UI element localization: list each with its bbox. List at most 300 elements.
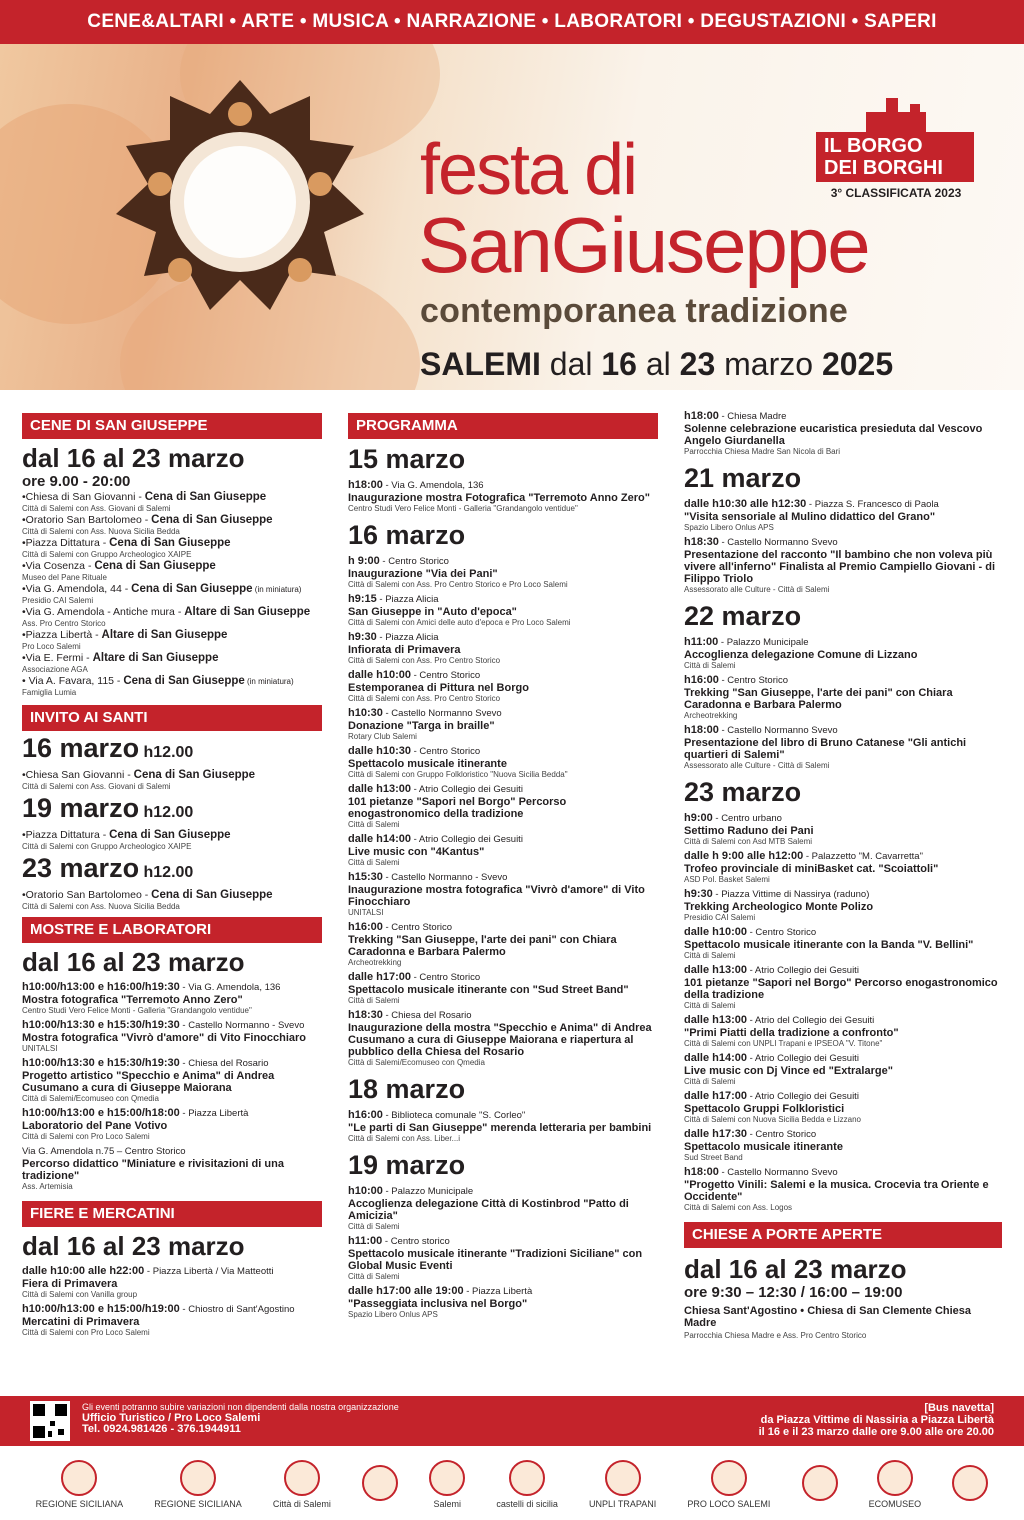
sponsor-logo <box>802 1465 838 1504</box>
event-place: - Centro storico <box>382 1236 450 1247</box>
cene-name: Cena di San Giuseppe <box>94 560 216 572</box>
program-day: 21 marzo <box>684 463 802 493</box>
event-when <box>22 1303 322 1316</box>
column-left <box>22 405 322 1337</box>
section-invito-header: INVITO AI SANTI <box>22 705 322 731</box>
invito-sub: Città di Salemi con Ass. Giovani di Salemi <box>22 782 171 791</box>
cene-item <box>22 675 322 697</box>
event-place: - Piazza Libertà <box>463 1286 533 1297</box>
cene-place: • Via A. Favara, 115 - <box>22 675 124 687</box>
event-sub: Sud Street Band <box>684 1153 743 1162</box>
event-place: - Atrio Collegio dei Gesuiti <box>746 965 859 976</box>
event-place: - Castello Normanno Svevo <box>718 537 838 548</box>
event-title: Spettacolo Gruppi Folkloristici <box>684 1103 845 1115</box>
event <box>22 1145 322 1191</box>
event-when <box>348 971 658 984</box>
event-time: h18:30 <box>348 1009 383 1021</box>
ornament-icon <box>110 74 370 334</box>
invito-time: h12.00 <box>139 744 194 761</box>
city-crest-icon <box>284 1460 320 1496</box>
region-crest-icon <box>180 1460 216 1496</box>
column-middle <box>348 405 658 1319</box>
event-when <box>684 1052 1002 1065</box>
sponsor-logo <box>952 1465 988 1504</box>
event-title: "Progetto Vinili: Salemi e la musica. Crocevia tra Oriente e Occidente" <box>684 1179 989 1203</box>
event-when <box>684 1166 1002 1179</box>
event-sub: Città di Salemi <box>348 1272 400 1281</box>
event-title: Live music con Dj Vince ed "Extralarge" <box>684 1065 893 1077</box>
event-title: Mostra fotografica "Vivrò d'amore" di Vito Finocchiaro <box>22 1032 307 1044</box>
event-place: - Palazzo Municipale <box>382 1186 474 1197</box>
invito-item <box>22 889 322 911</box>
event-sub: Città di Salemi <box>348 996 400 1005</box>
salemi-logo-icon <box>429 1460 465 1496</box>
event-place: - Atrio Collegio dei Gesuiti <box>746 1091 859 1102</box>
event-when <box>684 498 1002 511</box>
event-title: Trofeo provinciale di miniBasket cat. "Scoiattoli" <box>684 863 939 875</box>
bus-info: [Bus navetta] da Piazza Vittime di Nassiria a Piazza Libertà il 16 e il 23 marzo dalle ore 9.00 alle ore 20.00 <box>758 1402 994 1438</box>
mostre-range: dal 16 al 23 marzo <box>22 947 245 977</box>
event-when <box>348 707 658 720</box>
event-when <box>22 1145 322 1158</box>
event-sub: Città di Salemi con Ass. Liber...i <box>348 1134 461 1143</box>
event-when <box>684 536 1002 549</box>
event-time: dalle h10:00 <box>348 669 411 681</box>
event-title: Spettacolo musicale itinerante con "Sud Street Band" <box>348 984 629 996</box>
event-when <box>22 981 322 994</box>
event <box>348 745 658 779</box>
event-title: Donazione "Targa in braille" <box>348 720 495 732</box>
sponsor-logo <box>362 1465 398 1504</box>
event-place: - Chiesa del Rosario <box>179 1058 269 1069</box>
cene-item <box>22 491 322 513</box>
event-place: - Castello Normanno Svevo <box>718 725 838 736</box>
invito-name: Cena di San Giuseppe <box>109 829 231 841</box>
cene-sub: Museo del Pane Rituale <box>22 573 107 582</box>
event-sub: Archeotrekking <box>348 958 402 967</box>
invito-sub: Città di Salemi con Gruppo Archeologico XAIPE <box>22 842 192 851</box>
event-place: - Atrio Collegio dei Gesuiti <box>410 834 523 845</box>
event-title: Accoglienza delegazione Comune di Lizzano <box>684 649 918 661</box>
sponsor-label: REGIONE SICILIANA <box>154 1498 242 1509</box>
cene-item <box>22 560 322 582</box>
event-time: dalle h10:30 <box>348 745 411 757</box>
event-sub: Rotary Club Salemi <box>348 732 417 741</box>
event-title: Progetto artistico "Specchio e Anima" di Andrea Cusumano a cura di Giuseppe Maiorana <box>22 1070 275 1094</box>
cene-item <box>22 606 322 628</box>
event-time: h16:00 <box>684 674 719 686</box>
sponsor-label: REGIONE SICILIANA <box>35 1498 124 1509</box>
event-when <box>348 1235 658 1248</box>
event-title: "Primi Piatti della tradizione a confronto" <box>684 1027 899 1039</box>
event-time: h10:00/h13:30 e h15:30/h19:30 <box>22 1019 180 1031</box>
event-when <box>348 1185 658 1198</box>
event-title: Solenne celebrazione eucaristica presieduta dal Vescovo Angelo Giurdanella <box>684 423 983 447</box>
event-sub: Città di Salemi <box>684 1001 736 1010</box>
event-title: Mostra fotografica "Terremoto Anno Zero" <box>22 994 243 1006</box>
event-sub: Città di Salemi con Nuova Sicilia Bedda e Lizzano <box>684 1115 861 1124</box>
event-place: Via G. Amendola n.75 – Centro Storico <box>22 1146 186 1157</box>
cene-name: Cena di San Giuseppe <box>109 537 231 549</box>
event-place: - Centro Storico <box>746 927 817 938</box>
event-place: - Chiesa del Rosario <box>382 1010 472 1021</box>
sponsor-logo <box>687 1460 770 1509</box>
event <box>22 1057 322 1103</box>
event-when <box>348 479 658 492</box>
cene-place: •Piazza Dittatura - <box>22 537 110 549</box>
event-title: San Giuseppe in "Auto d'epoca" <box>348 606 517 618</box>
event <box>684 1014 1002 1048</box>
event <box>684 850 1002 884</box>
event-place: - Atrio Collegio dei Gesuiti <box>746 1053 859 1064</box>
event-title: "Le parti di San Giuseppe" merenda letteraria per bambini <box>348 1122 652 1134</box>
event-sub: Assessorato alle Culture - Città di Salemi <box>684 761 830 770</box>
cene-extra: (in miniatura) <box>252 585 302 594</box>
event-when <box>348 921 658 934</box>
event-time: dalle h13:00 <box>684 964 747 976</box>
event-time: dalle h13:00 <box>348 783 411 795</box>
event-sub: Città di Salemi con Ass. Pro Centro Storico e Pro Loco Salemi <box>348 580 568 589</box>
event-place: - Piazza Alicia <box>376 594 439 605</box>
fiere-range: dal 16 al 23 marzo <box>22 1231 245 1261</box>
event-time: h10:00/h13:30 e h15:30/h19:30 <box>22 1057 180 1069</box>
chiese-sub: Parrocchia Chiesa Madre e Ass. Pro Centro Storico <box>684 1331 867 1340</box>
invito-name: Cena di San Giuseppe <box>151 889 273 901</box>
cene-place: •Oratorio San Bartolomeo - <box>22 514 152 526</box>
event <box>684 636 1002 670</box>
sponsor-logo <box>589 1460 656 1509</box>
event <box>348 555 658 589</box>
event-when <box>348 783 658 796</box>
event-title: 101 pietanze "Sapori nel Borgo" Percorso enogastronomico della tradizione <box>348 796 567 820</box>
invito-date <box>22 793 322 828</box>
cene-range: dal 16 al 23 marzo <box>22 443 245 473</box>
event-sub: Città di Salemi <box>684 1077 736 1086</box>
cene-sub: Famiglia Lumia <box>22 688 77 697</box>
event-sub: Città di Salemi con Ass. Logos <box>684 1203 793 1212</box>
event-sub: Città di Salemi <box>684 951 736 960</box>
sponsor-logo <box>154 1460 242 1509</box>
event <box>684 1166 1002 1212</box>
event-time: dalle h17:00 <box>348 971 411 983</box>
event-time: h9:30 <box>348 631 377 643</box>
event-title: Inaugurazione mostra Fotografica "Terremoto Anno Zero" <box>348 492 650 504</box>
event-time: dalle h17:30 <box>684 1128 747 1140</box>
footer-bar <box>0 1396 1024 1446</box>
event-sub: Città di Salemi con UNPLI Trapani e IPSEOA "V. Titone" <box>684 1039 883 1048</box>
event-title: Spettacolo musicale itinerante <box>348 758 507 770</box>
region-crest-icon <box>61 1460 97 1496</box>
event-sub: Città di Salemi <box>684 661 736 670</box>
event-sub: Città di Salemi con Gruppo Folkloristico "Nuova Sicilia Bedda" <box>348 770 568 779</box>
tagline: contemporanea tradizione <box>420 292 848 330</box>
cene-name: Cena di San Giuseppe <box>123 675 245 687</box>
event-time: h18:00 <box>684 1166 719 1178</box>
sponsor-logo <box>273 1460 331 1509</box>
event-when <box>684 850 1002 863</box>
sponsor-label: UNPLI TRAPANI <box>589 1498 657 1509</box>
event-when <box>348 871 658 884</box>
event-place: - Centro urbano <box>712 813 782 824</box>
invito-place: •Oratorio San Bartolomeo - <box>22 889 152 901</box>
event-time: dalle h13:00 <box>684 1014 747 1026</box>
event <box>684 812 1002 846</box>
event-when <box>22 1057 322 1070</box>
sponsor-logo <box>36 1460 124 1509</box>
event <box>684 536 1002 594</box>
cene-sub: Pro Loco Salemi <box>22 642 81 651</box>
event <box>348 1009 658 1067</box>
event-time: h11:00 <box>348 1235 383 1247</box>
event-place: - Centro Storico <box>382 922 453 933</box>
event-place: - Piazza Libertà <box>179 1108 249 1119</box>
fiere-list <box>22 1265 322 1337</box>
event-sub: Spazio Libero Onlus APS <box>348 1310 438 1319</box>
event-time: h9:00 <box>684 812 713 824</box>
event-title: Trekking "San Giuseppe, l'arte dei pani" con Chiara Caradonna e Barbara Palermo <box>684 687 953 711</box>
event-when <box>348 669 658 682</box>
top-banner: CENE&ALTARI • ARTE • MUSICA • NARRAZIONE • LABORATORI • DEGUSTAZIONI • SAPERI <box>0 0 1024 44</box>
cene-name: Cena di San Giuseppe <box>144 491 267 503</box>
invito-name: Cena di San Giuseppe <box>133 769 256 781</box>
cene-name: Altare di San Giuseppe <box>101 629 228 641</box>
event-sub: Ass. Artemisia <box>22 1182 73 1191</box>
event-time: dalle h 9:00 alle h12:00 <box>684 850 804 862</box>
event-sub: Città di Salemi con Ass. Pro Centro Storico <box>348 694 501 703</box>
event-time: h16:00 <box>348 1109 383 1121</box>
program-day: 16 marzo <box>348 520 466 550</box>
event-when <box>348 1285 658 1298</box>
cene-item <box>22 629 322 651</box>
event-time: dalle h10:00 <box>684 926 747 938</box>
event-place: - Via G. Amendola, 136 <box>382 480 484 491</box>
event-time: dalle h14:00 <box>348 833 411 845</box>
event-time: h10:00 <box>348 1185 383 1197</box>
cene-name: Cena di San Giuseppe <box>151 514 273 526</box>
event-time: dalle h10:00 alle h22:00 <box>22 1265 145 1277</box>
event-time: dalle h14:00 <box>684 1052 747 1064</box>
event-place: - Palazzo Municipale <box>718 637 809 648</box>
cene-sub: Ass. Pro Centro Storico <box>22 619 106 628</box>
event-title: "Passeggiata inclusiva nel Borgo" <box>348 1298 528 1310</box>
event-place: - Centro Storico <box>410 670 481 681</box>
event-when <box>348 631 658 644</box>
sponsor-label: castelli di sicilia <box>496 1498 558 1509</box>
invito-time: h12.00 <box>139 864 194 881</box>
event-sub: Città di Salemi con Vanilla group <box>22 1290 138 1299</box>
cene-hours: ore 9.00 - 20:00 <box>22 473 131 490</box>
event-title: Trekking "San Giuseppe, l'arte dei pani" con Chiara Caradonna e Barbara Palermo <box>348 934 617 958</box>
event-when <box>348 555 658 568</box>
event-title: Presentazione del libro di Bruno Catanese "Gli antichi quartieri di Salemi" <box>684 737 967 761</box>
event-title: Spettacolo musicale itinerante "Tradizioni Siciliane" con Global Music Eventi <box>348 1248 643 1272</box>
event <box>22 1019 322 1053</box>
invito-time: h12.00 <box>139 804 194 821</box>
event-sub: Centro Studi Vero Felice Monti - Galleria "Grandangolo ventidue" <box>22 1006 252 1015</box>
program-day: 15 marzo <box>348 444 466 474</box>
event-when <box>348 833 658 846</box>
event-when <box>22 1107 322 1120</box>
event <box>348 707 658 741</box>
chiese-hours: ore 9:30 – 12:30 / 16:00 – 19:00 <box>684 1284 903 1301</box>
event <box>348 1185 658 1231</box>
event-time: h9:30 <box>684 888 713 900</box>
event-place: - Centro Storico <box>379 556 449 567</box>
ecomuseo-logo-icon <box>877 1460 913 1496</box>
event-when <box>684 1090 1002 1103</box>
event-title: Inaugurazione della mostra "Specchio e Anima" di Andrea Cusumano a cura di Giuseppe Maiorana e riapertura al pubblico della Chiesa del Rosario <box>348 1022 652 1058</box>
event <box>22 981 322 1015</box>
event <box>684 964 1002 1010</box>
section-fiere-header: FIERE E MERCATINI <box>22 1201 322 1227</box>
event <box>348 669 658 703</box>
event-title: Live music con "4Kantus" <box>348 846 485 858</box>
event-place: - Castello Normanno - Svevo <box>179 1020 305 1031</box>
event-time: h18:30 <box>684 536 719 548</box>
cene-item <box>22 514 322 536</box>
event-place: - Biblioteca comunale "S. Corleo" <box>382 1110 526 1121</box>
event-place: - Palazzetto "M. Cavarretta" <box>803 851 923 862</box>
event-sub: Città di Salemi <box>348 1222 400 1231</box>
event-time: h18:00 <box>684 410 719 422</box>
event-time: dalle h17:00 alle 19:00 <box>348 1285 464 1297</box>
cene-place: •Via Cosenza - <box>22 560 95 572</box>
event-sub: UNITALSI <box>22 1044 58 1053</box>
event-time: h10:30 <box>348 707 383 719</box>
event <box>348 921 658 967</box>
event-title: Estemporanea di Pittura nel Borgo <box>348 682 529 694</box>
sponsor-logo <box>429 1460 465 1509</box>
cene-sub: Città di Salemi con Gruppo Archeologico XAIPE <box>22 550 192 559</box>
cene-sub: Associazione AGA <box>22 665 88 674</box>
invito-sub: Città di Salemi con Ass. Nuova Sicilia Bedda <box>22 902 180 911</box>
event <box>684 410 1002 456</box>
event-title: Laboratorio del Pane Votivo <box>22 1120 168 1132</box>
event <box>22 1303 322 1337</box>
cene-place: •Via G. Amendola - Antiche mura - <box>22 606 185 618</box>
cene-place: •Via E. Fermi - <box>22 652 93 664</box>
cene-item <box>22 583 322 605</box>
sponsor-label: PRO LOCO SALEMI <box>687 1498 771 1509</box>
programma-list <box>348 443 658 1319</box>
program-day: 23 marzo <box>684 777 802 807</box>
event-title: Trekking Archeologico Monte Polizo <box>684 901 874 913</box>
event-when <box>22 1019 322 1032</box>
invito-date <box>22 853 322 888</box>
event-sub: ASD Pol. Basket Salemi <box>684 875 770 884</box>
event <box>348 783 658 829</box>
event-when <box>348 1009 658 1022</box>
event-place: - Centro Storico <box>410 746 481 757</box>
cene-place: •Piazza Libertà - <box>22 629 102 641</box>
event-when <box>348 593 658 606</box>
event-time: dalle h17:00 <box>684 1090 747 1102</box>
cene-sub: Presidio CAI Salemi <box>22 596 94 605</box>
event-title: Percorso didattico "Miniature e rivisitazioni di una tradizione" <box>22 1158 284 1182</box>
event-place: - Centro Storico <box>718 675 789 686</box>
castelli-logo-icon <box>509 1460 545 1496</box>
event-sub: Centro Studi Vero Felice Monti - Galleria "Grandangolo ventidue" <box>348 504 578 513</box>
event-time: h10:00/h13:00 e h16:00/h19:30 <box>22 981 180 993</box>
event-when <box>684 888 1002 901</box>
cene-name: Altare di San Giuseppe <box>184 606 311 618</box>
event-title: Settimo Raduno dei Pani <box>684 825 814 837</box>
castle-icon <box>856 98 936 134</box>
program-day: 19 marzo <box>348 1150 466 1180</box>
chiese-range: dal 16 al 23 marzo <box>684 1254 907 1284</box>
event-place: - Castello Normanno Svevo <box>382 708 502 719</box>
event-title: Infiorata di Primavera <box>348 644 461 656</box>
event-place: - Piazza Libertà / Via Matteotti <box>144 1266 274 1277</box>
event-when <box>684 636 1002 649</box>
event-title: Inaugurazione "Via dei Pani" <box>348 568 498 580</box>
event <box>348 1109 658 1143</box>
event-time: h18:00 <box>348 479 383 491</box>
event <box>684 1128 1002 1162</box>
event-time: h10:00/h13:00 e h15:00/h19:00 <box>22 1303 180 1315</box>
event-when <box>22 1265 322 1278</box>
event <box>684 926 1002 960</box>
event-when <box>684 1014 1002 1027</box>
event-sub: Città di Salemi con Ass. Pro Centro Storico <box>348 656 501 665</box>
event-place: - Castello Normanno Svevo <box>718 1167 838 1178</box>
section-cene-header: CENE DI SAN GIUSEPPE <box>22 413 322 439</box>
event-time: h18:00 <box>684 724 719 736</box>
mostre-list <box>22 981 322 1191</box>
event-sub: Spazio Libero Onlus APS <box>684 523 774 532</box>
event-title: Mercatini di Primavera <box>22 1316 140 1328</box>
section-mostre-header: MOSTRE E LABORATORI <box>22 917 322 943</box>
event-sub: Città di Salemi con Amici delle auto d'epoca e Pro Loco Salemi <box>348 618 571 627</box>
event-time: h 9:00 <box>348 555 380 567</box>
event-sub: UNITALSI <box>348 908 384 917</box>
invito-item <box>22 829 322 851</box>
event-sub: Città di Salemi/Ecomuseo con Qmedia <box>22 1094 159 1103</box>
event-when <box>684 724 1002 737</box>
badge-icon <box>952 1465 988 1501</box>
event-when <box>684 410 1002 423</box>
event-title: "Visita sensoriale al Mulino didattico del Grano" <box>684 511 936 523</box>
sponsor-logo <box>869 1460 922 1509</box>
event <box>348 971 658 1005</box>
event-sub: Città di Salemi <box>348 858 400 867</box>
event <box>348 1235 658 1281</box>
borgo-dei-borghi-badge: IL BORGO DEI BORGHI 3° CLASSIFICATA 2023 <box>816 98 976 198</box>
cene-item <box>22 652 322 674</box>
event-when <box>684 812 1002 825</box>
event-sub: Città di Salemi con Pro Loco Salemi <box>22 1132 150 1141</box>
sponsor-label: ECOMUSEO <box>868 1498 922 1509</box>
invito-date-text: 16 marzo <box>22 733 140 763</box>
section-programma-header: PROGRAMMA <box>348 413 658 439</box>
cene-place: •Via G. Amendola, 44 - <box>22 583 132 595</box>
event-when <box>348 745 658 758</box>
event-sub: Città di Salemi/Ecomuseo con Qmedia <box>348 1058 485 1067</box>
event-place: - Centro Storico <box>410 972 481 983</box>
event-title: Presentazione del racconto "Il bambino che non voleva più vivere all'inferno" Finalista al Premio Campiello Giovani - di Filippo Triolo <box>684 549 996 585</box>
qr-code-icon[interactable] <box>30 1401 70 1441</box>
event <box>348 833 658 867</box>
event-when <box>684 964 1002 977</box>
event-when <box>684 926 1002 939</box>
event-title: Fiera di Primavera <box>22 1278 118 1290</box>
event-sub: Parrocchia Chiesa Madre San Nicola di Bari <box>684 447 841 456</box>
hero <box>0 44 1024 390</box>
event <box>684 888 1002 922</box>
cene-sub: Città di Salemi con Ass. Giovani di Salemi <box>22 504 171 513</box>
event <box>348 1285 658 1319</box>
event-when <box>684 674 1002 687</box>
